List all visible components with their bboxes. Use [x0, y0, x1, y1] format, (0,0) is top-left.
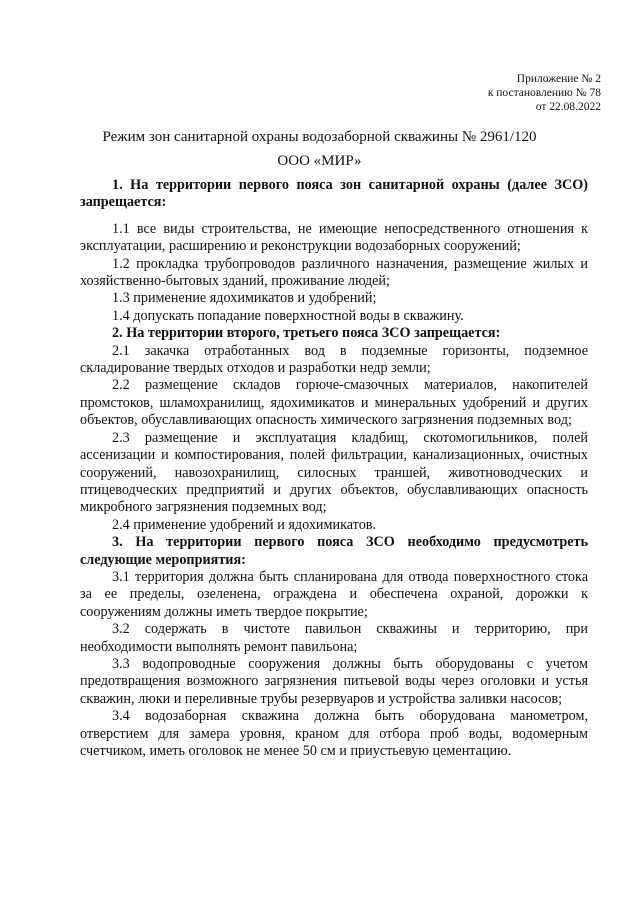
section-3-item-2: 3.2 содержать в чистоте павильон скважины и территорию, при необходимости выполнять ремонт павильона;: [80, 621, 588, 655]
section-2-item-2: 2.2 размещение складов горюче-смазочных материалов, накопителей промстоков, шламохранилищ, ядохимикатов и минеральных удобрений и других объектов, обуславливающих опасность химического загрязнения подземных вод;: [80, 377, 588, 429]
section-3-item-4: 3.4 водозаборная скважина должна быть оборудована манометром, отверстием для замера уровня, краном для отбора проб воды, водомерным счетчиком, иметь оголовок не менее 50 см и приустьевую цементацию.: [80, 708, 588, 759]
resolution-number: к постановлению № 78: [487, 87, 601, 99]
appendix-reference: [488, 72, 601, 114]
section-2-item-4: 2.4 применение удобрений и ядохимикатов.: [112, 516, 377, 533]
resolution-date: от 22.08.2022: [535, 101, 601, 113]
section-3-item-1: 3.1 территория должна быть спланирована для отвода поверхностного стока за ее пределы, озеленена, ограждена и обеспечена охраной, дорожки к сооружениям должны иметь твердое покрытие;: [80, 568, 588, 620]
appendix-number: Приложение № 2: [516, 73, 601, 85]
section-1-item-3: 1.3 применение ядохимикатов и удобрений;: [112, 290, 377, 307]
section-1-item-4: 1.4 допускать попадание поверхностной воды в скважину.: [112, 307, 464, 324]
section-2-item-1: 2.1 закачка отработанных вод в подземные горизонты, подземное складирование твердых отходов и разработки недр земли;: [80, 342, 588, 377]
section-1-item-1: 1.1 все виды строительства, не имеющие непосредственного отношения к эксплуатации, расширению и реконструкции водозаборных сооружений;: [80, 220, 588, 255]
document-body: [80, 177, 588, 760]
section-heading-3: 3. На территории первого пояса ЗСО необходимо предусмотреть следующие мероприятия:: [80, 534, 588, 568]
section-1-item-2: 1.2 прокладка трубопроводов различного назначения, размещение жилых и хозяйственно-бытовых зданий, проживание людей;: [80, 255, 588, 290]
section-3-item-3: 3.3 водопроводные сооружения должны быть оборудованы с учетом предотвращения возможного загрязнения питьевой воды через оголовки и устья скважин, люки и переливные трубы резервуаров и устройства заливки насосов;: [80, 655, 588, 707]
section-heading-1: 1. На территории первого пояса зон санитарной охраны (далее ЗСО) запрещается:: [80, 177, 588, 211]
organization-name: ООО «МИР»: [277, 153, 362, 169]
document-title: Режим зон санитарной охраны водозаборной скважины № 2961/120: [102, 129, 537, 145]
section-heading-2: 2. На территории второго, третьего пояса ЗСО запрещается:: [112, 325, 501, 342]
section-2-item-3: 2.3 размещение и эксплуатация кладбищ, скотомогильников, полей ассенизации и компостирования, полей фильтрации, канализационных, очистных сооружений, навозохранилищ, силосных траншей, животноводческих и птицеводческих предприятий и других объектов, обуславливающих опасность микробного загрязнения подземных вод;: [80, 429, 588, 516]
